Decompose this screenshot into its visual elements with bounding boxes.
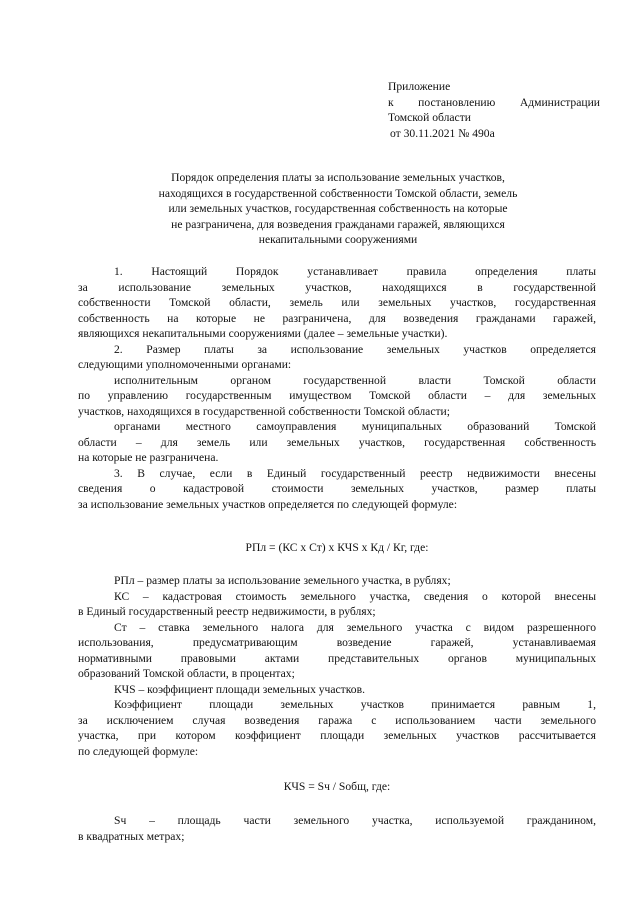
title-line: или земельных участков, государственная собственность на которые bbox=[168, 202, 508, 215]
paragraph-line: за использование земельных участков, находящихся в государственной bbox=[78, 280, 596, 294]
formula-payment: РПл = (КС х Ст) х КЧS х Кд / Кг, где: bbox=[245, 541, 429, 554]
paragraph-line: по следующей формуле: bbox=[78, 744, 199, 758]
paragraph-line: собственности Томской области, земель или земельных участков, государственная bbox=[78, 296, 596, 309]
paragraph-line: в Единый государственный реестр недвижимости, в рублях; bbox=[78, 605, 376, 618]
body-block-2 bbox=[78, 573, 596, 759]
paragraph-line: исполнительным органом государственной власти Томской области bbox=[114, 373, 596, 387]
paragraph-line: участков, находящихся в государственной собственности Томской области; bbox=[78, 404, 450, 418]
paragraph-line: являющихся некапитальными сооружениями (далее – земельные участки). bbox=[78, 327, 448, 340]
paragraph-line: за исключением случая возведения гаража с использованием части земельного bbox=[78, 713, 596, 727]
paragraph-line: органами местного самоуправления муниципальных образований Томской bbox=[114, 420, 596, 433]
paragraph-line: 3. В случае, если в Единый государственный реестр недвижимости внесены bbox=[114, 466, 596, 480]
paragraph-line: Ст – ставка земельного налога для земельного участка с видом разрешенного bbox=[114, 620, 596, 634]
paragraph-line: сведения о кадастровой стоимости земельных участков, размер платы bbox=[78, 482, 596, 495]
paragraph-line: по управлению государственным имуществом Томской области – для земельных bbox=[78, 389, 596, 402]
paragraph-line: Коэффициент площади земельных участков принимается равным 1, bbox=[114, 698, 596, 711]
paragraph-line: собственность на которые не разграничена, для возведения гражданами гаражей, bbox=[78, 311, 596, 325]
title-line: не разграничена, для возведения гражданами гаражей, являющихся bbox=[171, 217, 505, 231]
paragraph-line: использования, предусматривающим возведение гаражей, устанавливаемая bbox=[78, 636, 596, 649]
paragraph-line: в квадратных метрах; bbox=[78, 829, 185, 843]
appendix-header bbox=[388, 79, 600, 141]
body-block-3 bbox=[78, 813, 596, 844]
paragraph-line: нормативными правовыми актами представительных органов муниципальных bbox=[78, 651, 596, 665]
paragraph-line: КЧS – коэффициент площади земельных участков. bbox=[114, 682, 365, 696]
paragraph-line: области – для земель или земельных участков, государственная собственность bbox=[78, 435, 596, 449]
formula-area-coefficient: КЧS = Sч / Sобщ, где: bbox=[283, 780, 391, 793]
title-line: находящихся в государственной собственности Томской области, земель bbox=[158, 186, 518, 200]
document-title bbox=[78, 170, 598, 248]
appendix-resolution-line: к постановлению Администрации bbox=[388, 95, 600, 109]
paragraph-line: на которые не разграничена. bbox=[78, 451, 219, 464]
paragraph-line: за использование земельных участков определяется по следующей формуле: bbox=[78, 497, 458, 511]
title-line: некапитальными сооружениями bbox=[258, 233, 418, 246]
paragraph-line: КС – кадастровая стоимость земельного участка, сведения о которой внесены bbox=[114, 589, 596, 603]
appendix-label: Приложение bbox=[388, 80, 451, 93]
appendix-region: Томской области bbox=[388, 111, 471, 124]
paragraph-line: следующими уполномоченными органами: bbox=[78, 358, 292, 371]
paragraph-line: РПл – размер платы за использование земельного участка, в рублях; bbox=[114, 574, 451, 587]
appendix-date-number: от 30.11.2021 № 490а bbox=[390, 126, 495, 140]
paragraph-line: Sч – площадь части земельного участка, используемой гражданином, bbox=[114, 814, 596, 827]
paragraph-line: 1. Настоящий Порядок устанавливает правила определения платы bbox=[114, 265, 596, 278]
paragraph-line: 2. Размер платы за использование земельных участков определяется bbox=[114, 342, 596, 356]
paragraph-line: участка, при котором коэффициент площади земельных участков рассчитывается bbox=[78, 729, 596, 742]
body-block-1 bbox=[78, 264, 596, 512]
title-line: Порядок определения платы за использование земельных участков, bbox=[171, 171, 505, 184]
paragraph-line: образований Томской области, в процентах; bbox=[78, 667, 295, 680]
